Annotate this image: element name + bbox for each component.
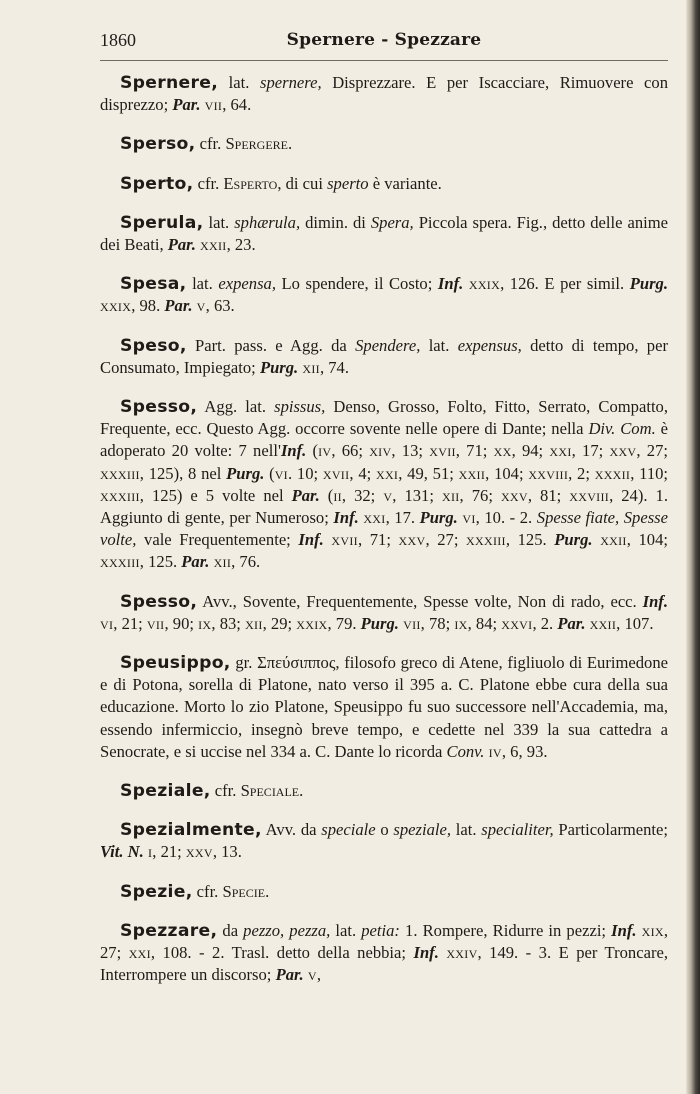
entry-text: , 66; [331, 441, 370, 461]
page-edge-shadow [686, 0, 700, 1094]
entry-text: , 131; [392, 485, 442, 505]
work-reference: Par. [291, 485, 320, 505]
entry-text: cfr. [195, 134, 226, 154]
canto-number: xiv [369, 441, 392, 461]
dictionary-entries [100, 72, 668, 1004]
entry-text: ( [306, 441, 319, 461]
entry-text: , 125. [139, 552, 182, 572]
canto-number: vi [100, 613, 114, 633]
entry-text: , 78; [420, 613, 455, 633]
entry-text: Avv., Sovente, Frequentemente, Spesse volte, Non di rado, ecc. [197, 591, 643, 611]
work-reference: Inf. [333, 508, 359, 528]
canto-number: iv [318, 441, 332, 461]
entry-text: . [288, 134, 293, 154]
work-reference: Inf. [611, 920, 637, 940]
entry-headword: Spesso, [120, 397, 198, 418]
canto-number: vi [274, 463, 288, 483]
canto-number: xxviii [528, 463, 569, 483]
work-reference: Purg. [259, 357, 299, 377]
dictionary-entry [100, 652, 668, 763]
entry-text: è adoperato 20 volte: 7 nell' [100, 419, 669, 461]
entry-text: 1. Rompere, Ridurre in pezzi; [399, 920, 612, 940]
entry-text: , 6, 93. [501, 741, 548, 761]
canto-number: vii [403, 613, 421, 633]
entry-text: , 27; [100, 920, 668, 963]
canto-number: xxv [185, 842, 213, 862]
entry-text: lat. [330, 920, 362, 940]
canto-number: ix [198, 613, 212, 633]
italic-term: spernere, [260, 73, 322, 92]
entry-text: , 84; [467, 613, 502, 633]
dictionary-entry [100, 72, 668, 116]
canto-number: xxi [128, 943, 151, 963]
entry-text: , 104; [626, 530, 668, 550]
work-reference: Purg. [419, 508, 458, 528]
canto-number: xix [641, 920, 664, 940]
dictionary-entry [100, 173, 668, 195]
work-reference: Purg. [360, 613, 399, 633]
entry-text: , 27; [425, 530, 467, 550]
entry-text: , 107. [616, 613, 654, 633]
entry-text: , 32; [341, 485, 384, 505]
page-header [100, 26, 668, 61]
entry-text: Part. pass. e Agg. da [186, 335, 356, 355]
work-reference: Par. [172, 95, 201, 115]
entry-text: , 76. [231, 552, 261, 572]
cross-reference: Speciale [240, 781, 300, 801]
canto-number: xxii [600, 530, 627, 550]
canto-number: xxxiii [100, 463, 140, 483]
entry-text: , 74. [319, 357, 349, 377]
italic-term: expensus, [457, 335, 522, 355]
entry-text: lat. [420, 335, 458, 355]
canto-number: xxi [376, 463, 399, 483]
work-reference: Purg. [226, 463, 265, 483]
entry-text: , 2; [568, 463, 595, 483]
dictionary-entry [100, 819, 668, 863]
entry-text: , 110; [630, 463, 669, 483]
dictionary-entry [100, 273, 668, 317]
entry-text: , 23. [226, 235, 256, 255]
italic-term: sperto [327, 173, 369, 193]
entry-text: lat. [186, 274, 219, 294]
entry-headword: Sperso, [120, 134, 196, 155]
canto-number: xii [245, 613, 263, 633]
entry-headword: Speziale, [120, 781, 211, 802]
work-reference: Par. [275, 965, 304, 985]
canto-number: v [307, 965, 317, 985]
italic-term: speziale, [393, 820, 452, 840]
canto-number: xxii [589, 613, 617, 633]
entry-text: dimin. di [300, 212, 371, 232]
italic-term: petia: [361, 920, 400, 940]
work-reference: Inf. [280, 441, 307, 461]
canto-number: v [196, 296, 206, 316]
canto-number: xxvi [501, 613, 533, 633]
canto-number: ii [333, 485, 342, 505]
canto-number: xxxiii [466, 530, 506, 550]
entry-text: , 63. [205, 296, 235, 316]
canto-number: xxix [468, 274, 501, 294]
dictionary-entry [100, 591, 668, 635]
work-reference: Inf. [298, 530, 324, 550]
entry-text: Disprezzare. E per Iscacciare, Rimuovere con disprezzo; [100, 73, 668, 115]
entry-text: cfr. [192, 881, 223, 901]
canto-number: xxxiii [100, 552, 140, 572]
entry-text: o [375, 820, 394, 840]
entry-text: ( [264, 463, 275, 483]
entry-text: Agg. lat. [197, 397, 275, 417]
canto-number: xxxiii [100, 485, 140, 505]
work-reference: Par. [181, 552, 210, 572]
canto-number: xii [441, 485, 460, 505]
entry-text: , 71; [455, 441, 494, 461]
entry-text: , 13. [212, 842, 242, 862]
work-reference: Par. [557, 613, 586, 633]
cross-reference: Specie [222, 881, 266, 901]
entry-text: , 104; [485, 463, 529, 483]
work-reference: Inf. [413, 943, 439, 963]
entry-text: , 64. [222, 95, 252, 115]
entry-text: lat. [218, 73, 260, 92]
canto-number: xii [213, 552, 232, 572]
italic-term: Spesse fiate, Spesse volte, [100, 508, 668, 550]
running-head: Spernere - Spezzare [286, 30, 482, 50]
entry-text: , 79. [327, 613, 361, 633]
page-number: 1860 [100, 30, 136, 50]
entry-text: , 108. - 2. Trasl. detto della nebbia; [150, 943, 414, 963]
entry-text: , 17; [571, 441, 610, 461]
italic-term: spissus, [274, 397, 326, 417]
entry-text: , 29; [262, 613, 297, 633]
canto-number: vii [204, 95, 223, 115]
canto-number: vi [462, 508, 476, 528]
entry-text: , 49, 51; [398, 463, 459, 483]
entry-text: detto di tempo, per Consumato, Impiegato; [100, 335, 668, 377]
canto-number: iv [488, 741, 502, 761]
italic-term: speciale [321, 820, 376, 840]
dictionary-entry [100, 212, 668, 256]
entry-text: , 81; [527, 485, 570, 505]
entry-headword: Spezzare, [120, 920, 218, 941]
canto-number: xxix [100, 296, 132, 316]
canto-number: xxi [363, 508, 386, 528]
italic-term: Spendere, [355, 335, 421, 355]
entry-text: , 71; [357, 530, 399, 550]
cross-reference: Spergere [225, 134, 289, 154]
work-reference: Inf. [642, 591, 668, 611]
entry-text: vale Frequentemente; [136, 530, 299, 550]
canto-number: xxix [296, 613, 328, 633]
entry-text: , 83; [211, 613, 246, 633]
italic-term: sphærula, [234, 212, 301, 232]
entry-text: , 125), 8 nel [139, 463, 227, 483]
entry-text: gr. Σπεύσιππος, filosofo greco di Atene, figliuolo di Eurimedone e di Potona, sorella di Platone, nato verso il 395 a. C. Platone ebbe cura della sua educazione. Morto lo zio Platone, Speusippo fu suo successore nell'Accademia, ma, essendo infermiccio, insegnò breve tempo, e cedette nel 339 la sua cattedra a Senocrate, e si uccise nel 334 a. C. Dante lo ricorda [100, 653, 668, 761]
canto-number: xxxii [594, 463, 631, 483]
canto-number: xvii [331, 530, 358, 550]
entry-headword: Sperula, [120, 212, 204, 233]
entry-text: Lo spendere, il Costo; [275, 274, 438, 294]
entry-text: , 10. - 2. [475, 508, 537, 528]
dictionary-entry [100, 881, 668, 903]
entry-text: , 13; [391, 441, 430, 461]
entry-headword: Spesa, [120, 274, 187, 295]
entry-text: , 2. [532, 613, 558, 633]
dictionary-entry [100, 396, 668, 574]
work-reference: Purg. [554, 530, 593, 550]
canto-number: xxv [500, 485, 528, 505]
entry-text: Particolarmente; [553, 820, 669, 840]
entry-headword: Speusippo, [120, 653, 231, 674]
work-reference: Purg. [629, 274, 669, 294]
entry-headword: Spezie, [120, 881, 193, 902]
canto-number: vii [146, 613, 165, 633]
entry-text: lat. [451, 820, 482, 840]
entry-text: , 126. E per simil. [500, 274, 630, 294]
italic-term: Spera, [370, 212, 414, 232]
entry-text: . 10; [287, 463, 323, 483]
entry-headword: Spezialmente, [120, 820, 262, 841]
entry-text: , 21; [152, 842, 186, 862]
canto-number: xxi [549, 441, 572, 461]
entry-text: , 98. [131, 296, 165, 316]
canto-number: xxiv [446, 943, 478, 963]
italic-term: Div. Com. [588, 419, 656, 439]
entry-text: , di cui [277, 173, 328, 193]
work-reference: Par. [164, 296, 193, 316]
entry-text: , 94; [511, 441, 550, 461]
entry-headword: Speso, [120, 335, 187, 356]
entry-text: Denso, Grosso, Folto, Fitto, Serrato, Compatto, Frequente, ecc. Questo Agg. occorre sovente nelle opere di Dante; nella [100, 397, 668, 439]
canto-number: xxviii [569, 485, 610, 505]
entry-text: , 125. [505, 530, 555, 550]
canto-number: xxii [458, 463, 486, 483]
dictionary-entry [100, 920, 668, 987]
entry-text: , 90; [164, 613, 199, 633]
entry-headword: Spesso, [120, 591, 198, 612]
entry-text: , 24). 1. Aggiunto di gente, per Numeroso; [100, 485, 668, 528]
dictionary-entry [100, 780, 668, 802]
work-reference: Inf. [437, 274, 464, 294]
entry-text: , 149. - 3. E per Troncare, Interrompere un discorso; [100, 943, 669, 985]
entry-text: . [299, 781, 304, 801]
canto-number: i [147, 842, 153, 862]
canto-number: xxv [398, 530, 426, 550]
entry-text: Avv. da [261, 820, 322, 840]
entry-headword: Spernere, [120, 73, 219, 93]
dictionary-entry [100, 335, 668, 379]
canto-number: xxv [609, 441, 637, 461]
entry-text: , 76; [459, 485, 501, 505]
entry-text: , 125) e 5 volte nel [139, 485, 292, 505]
entry-text: da [217, 920, 244, 940]
entry-text: , 21; [113, 613, 147, 633]
italic-term: expensa, [218, 274, 276, 294]
entry-text: , 17. [385, 508, 420, 528]
entry-text: cfr. [210, 781, 241, 801]
entry-text: ( [319, 485, 334, 505]
canto-number: v [383, 485, 393, 505]
canto-number: xx [493, 441, 512, 461]
dictionary-entry [100, 133, 668, 155]
entry-text: è variante. [368, 173, 442, 193]
canto-number: xxii [200, 235, 227, 255]
canto-number: xvii [429, 441, 456, 461]
entry-text: , 4; [349, 463, 376, 483]
entry-text: Piccola spera. Fig., detto delle anime dei Beati, [100, 212, 668, 255]
canto-number: xvii [322, 463, 350, 483]
italic-term: Conv. [446, 741, 485, 761]
entry-text: . [265, 881, 270, 901]
italic-term: specialiter, [481, 820, 554, 840]
entry-text: cfr. [193, 173, 224, 193]
italic-term: pezzo, pezza, [243, 920, 331, 940]
canto-number: xii [302, 357, 320, 377]
work-reference: Vit. N. [100, 842, 144, 862]
entry-text: lat. [203, 212, 235, 232]
work-reference: Par. [167, 235, 196, 255]
entry-text: , 27; [636, 441, 668, 461]
entry-text: , [316, 965, 321, 985]
canto-number: ix [454, 613, 468, 633]
entry-headword: Sperto, [120, 173, 194, 194]
cross-reference: Esperto [223, 173, 278, 193]
